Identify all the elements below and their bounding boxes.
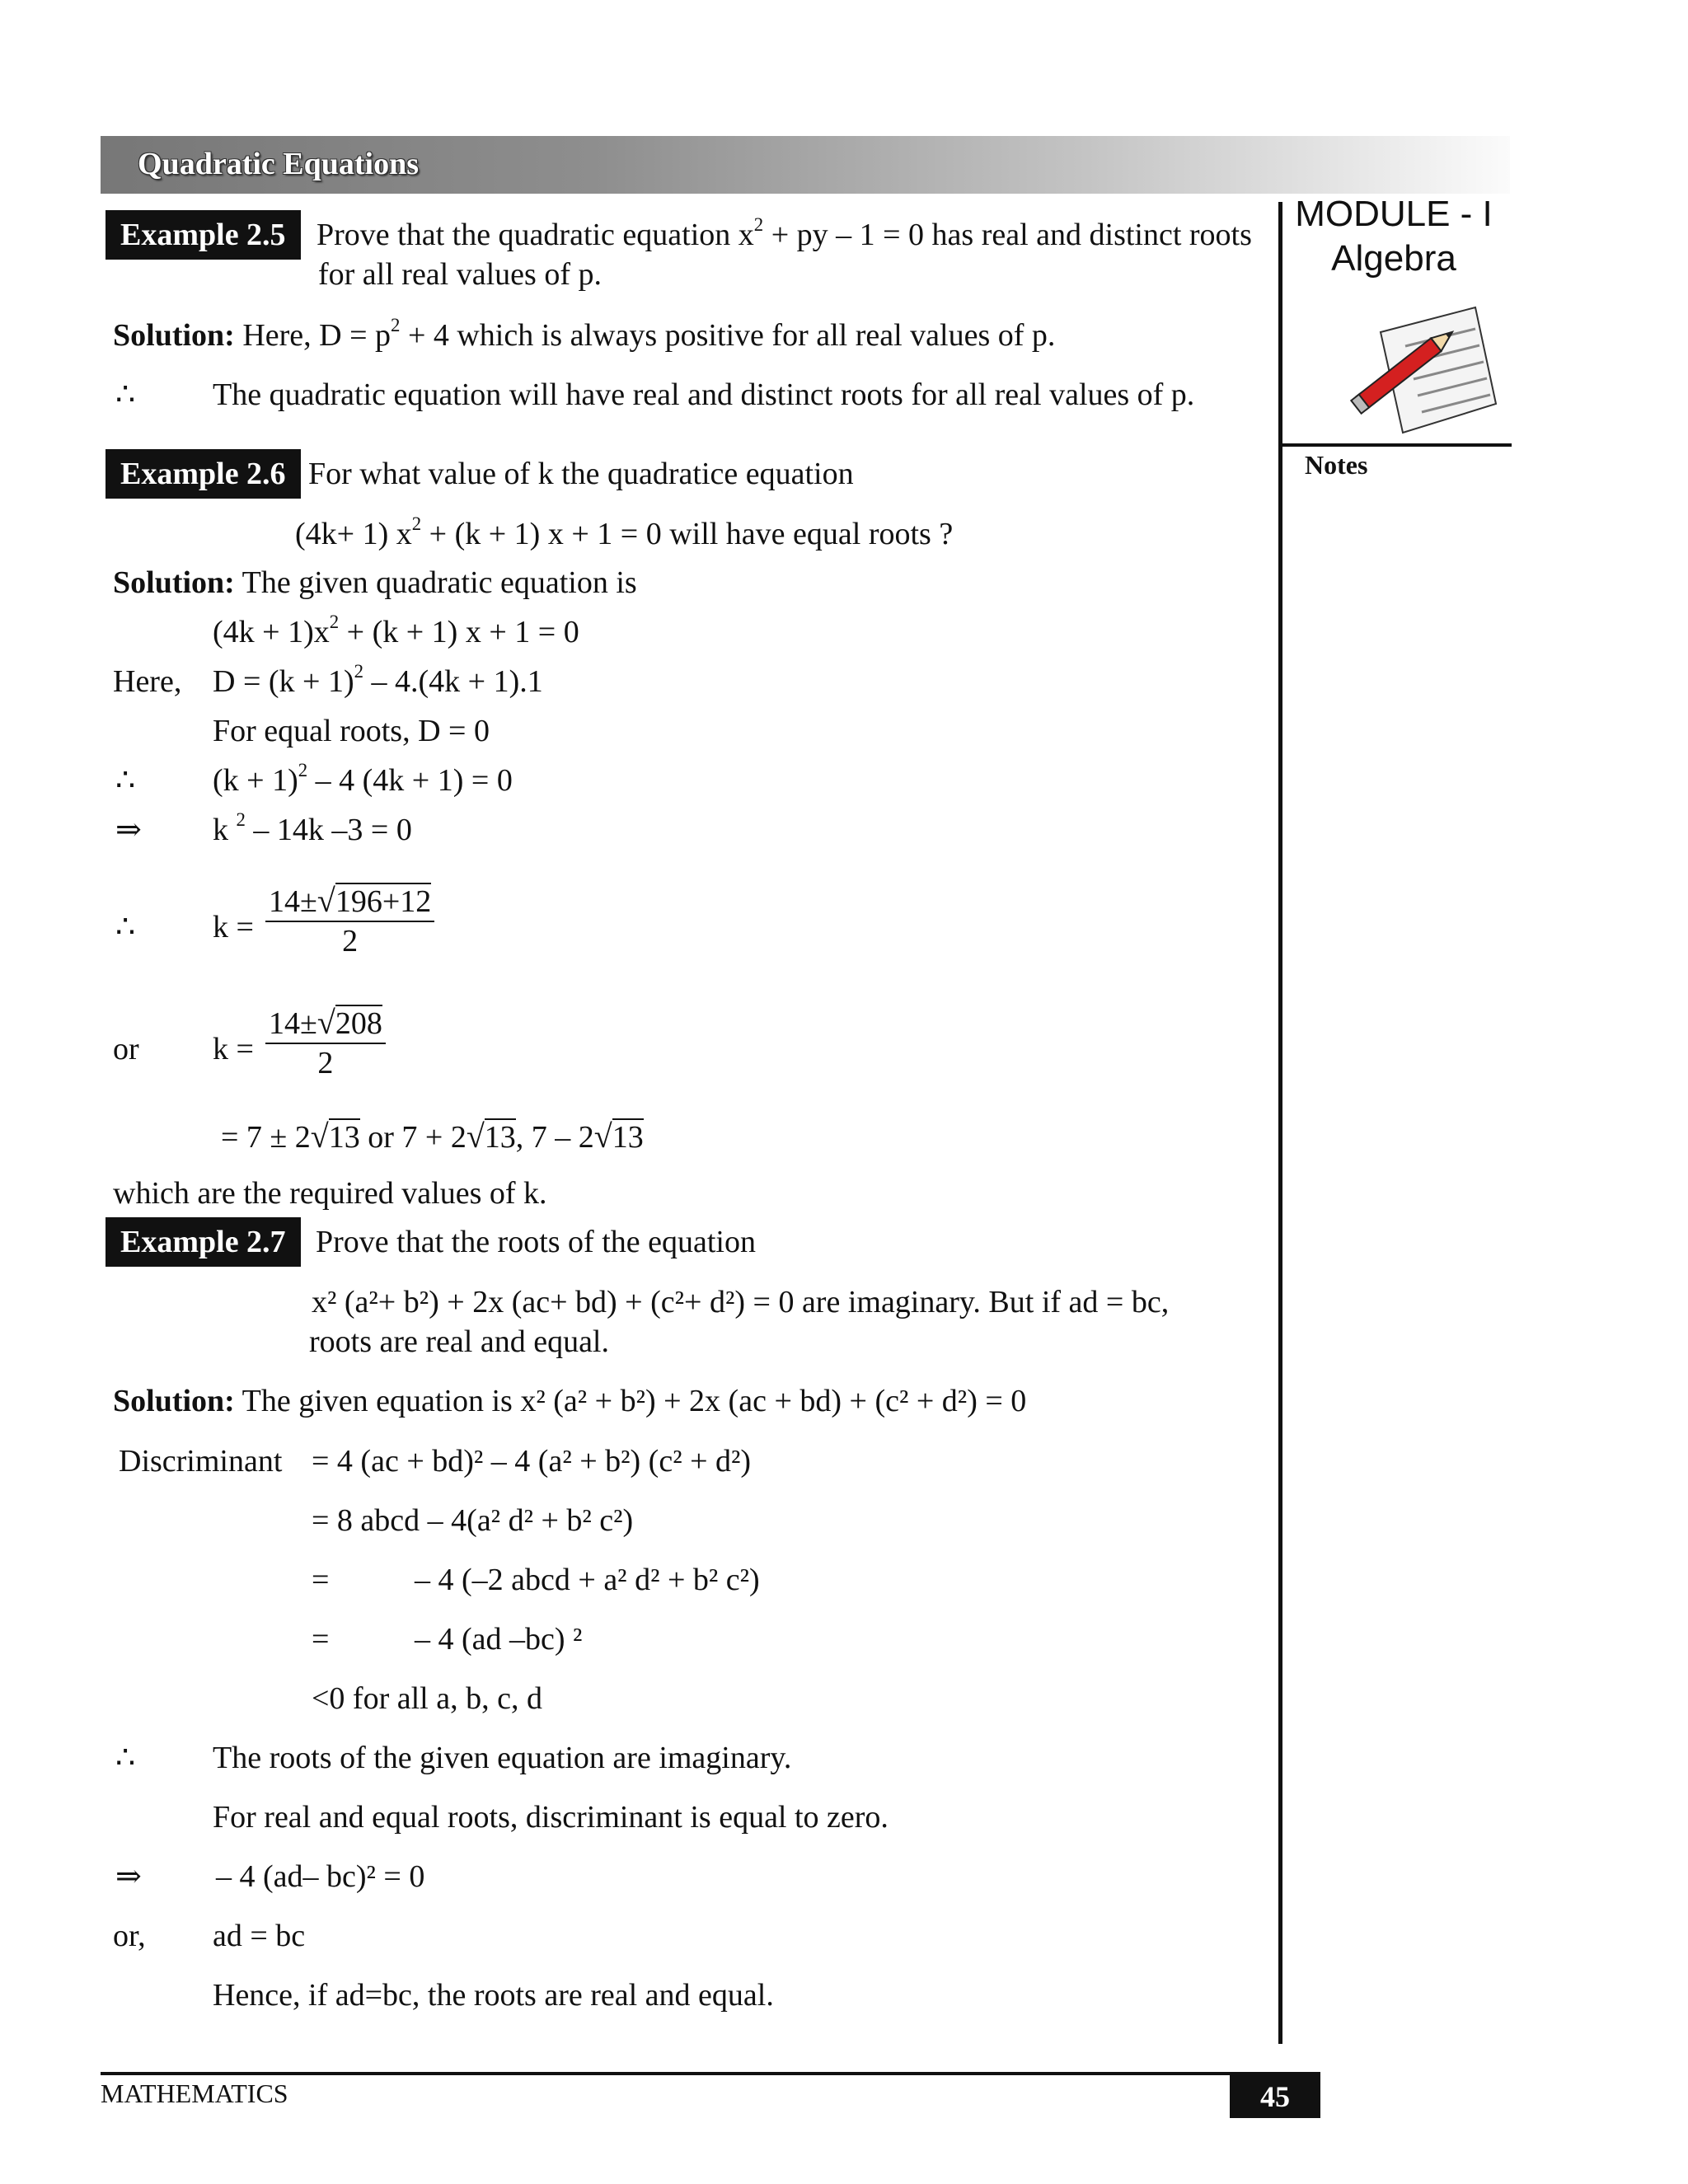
notes-rule bbox=[1282, 443, 1512, 447]
example-2-6-question-line1: For what value of k the quadratice equation bbox=[308, 457, 854, 491]
example-2-7-question-line1: Prove that the roots of the equation bbox=[316, 1225, 756, 1259]
final-conclusion: Hence, if ad=bc, the roots are real and equal. bbox=[213, 1978, 774, 2013]
k-result: = 7 ± 2√13 or 7 + 2√13, 7 – 2√13 bbox=[221, 1118, 644, 1155]
section-header-bar bbox=[101, 136, 1510, 194]
k-equals-label: k = bbox=[213, 1032, 254, 1066]
example-2-6-solution: Solution: The given quadratic equation is bbox=[113, 565, 637, 600]
equals-sign: = bbox=[312, 1622, 330, 1657]
here-label: Here, bbox=[113, 664, 182, 699]
equation-line: ad = bc bbox=[213, 1919, 306, 1953]
or-label: or bbox=[113, 1032, 139, 1066]
example-2-7-solution: Solution: The given equation is x² (a² + b²) + 2x (ac + bd) + (c² + d²) = 0 bbox=[113, 1384, 1027, 1418]
implies-symbol: ⇒ bbox=[115, 1859, 142, 1894]
implies-symbol: ⇒ bbox=[115, 813, 142, 847]
module-label bbox=[1286, 192, 1502, 281]
discriminant-label: Discriminant bbox=[119, 1444, 283, 1479]
margin-divider bbox=[1278, 202, 1282, 2044]
fraction-k-1: 14±√196+12 2 bbox=[265, 882, 434, 960]
discriminant-line: $D = (k + 1)^2 - 4.(4k + 1).1$ bbox=[213, 660, 543, 699]
fraction-k-2: 14±√208 2 bbox=[265, 1004, 386, 1082]
k-equals-label: k = bbox=[213, 910, 254, 944]
example-2-5-solution: Solution: Here, $D = p^2 + 4$ which is always positive for all real values of p. bbox=[113, 314, 1056, 353]
discriminant-step-3: – 4 (–2 abcd + a² d² + b² c²) bbox=[415, 1563, 760, 1597]
page-number: 45 bbox=[1230, 2075, 1320, 2118]
module-number: MODULE - I bbox=[1295, 194, 1493, 234]
therefore-symbol: ∴ bbox=[115, 763, 136, 798]
section-title: Quadratic Equations bbox=[138, 147, 420, 181]
therefore-symbol: ∴ bbox=[115, 377, 136, 412]
example-2-7-question-line2: x² (a²+ b²) + 2x (ac+ bd) + (c²+ d²) = 0 are imaginary. But if ad = bc, bbox=[312, 1285, 1170, 1319]
discriminant-step-2: = 8 abcd – 4(a² d² + b² c²) bbox=[312, 1503, 634, 1538]
equation-line: $(4k + 1)x^2 + (k + 1)$ x + 1 = 0 bbox=[213, 611, 579, 649]
conclusion-equal-roots: For real and equal roots, discriminant is equal to zero. bbox=[213, 1800, 889, 1835]
equation-line: k $^2$ – 14k –3 = 0 bbox=[213, 808, 412, 847]
discriminant-step-1: = 4 (ac + bd)² – 4 (a² + b²) (c² + d²) bbox=[312, 1444, 752, 1479]
discriminant-step-4: – 4 (ad –bc) ² bbox=[415, 1622, 583, 1657]
discriminant-step-5: <0 for all a, b, c, d bbox=[312, 1681, 542, 1716]
example-2-5-question-line2: for all real values of p. bbox=[318, 257, 602, 292]
equation-line: – 4 (ad– bc)² = 0 bbox=[216, 1859, 425, 1894]
equal-roots-condition: For equal roots, D = 0 bbox=[213, 714, 490, 748]
example-2-7-question-line3: roots are real and equal. bbox=[309, 1324, 609, 1359]
example-2-5-question-line1: Prove that the quadratic equation $x^2$ + py – 1 = 0 has real and distinct roots bbox=[316, 213, 1252, 252]
therefore-symbol: ∴ bbox=[115, 910, 136, 944]
footer-rule bbox=[101, 2072, 1320, 2075]
or-label: or, bbox=[113, 1919, 146, 1953]
example-2-5-label: Example 2.5 bbox=[106, 210, 301, 260]
example-2-6-question-line2: (4k+ 1) $x^2 + (k + 1) x + 1 = 0$ will have equal roots ? bbox=[295, 513, 954, 551]
equals-sign: = bbox=[312, 1563, 330, 1597]
notes-label: Notes bbox=[1305, 450, 1368, 480]
example-2-6-label: Example 2.6 bbox=[106, 449, 301, 499]
module-subject: Algebra bbox=[1331, 238, 1456, 279]
example-2-7-label: Example 2.7 bbox=[106, 1217, 301, 1267]
notes-pencil-icon bbox=[1343, 301, 1504, 445]
footer-subject: MATHEMATICS bbox=[101, 2079, 288, 2108]
conclusion-imaginary: The roots of the given equation are imaginary. bbox=[213, 1741, 792, 1775]
equation-line: $(k + 1)^2 - 4$ (4k + 1) = 0 bbox=[213, 759, 513, 798]
example-2-6-closing: which are the required values of k. bbox=[113, 1176, 547, 1211]
therefore-symbol: ∴ bbox=[115, 1741, 136, 1775]
example-2-5-conclusion: The quadratic equation will have real and distinct roots for all real values of p. bbox=[213, 377, 1195, 412]
